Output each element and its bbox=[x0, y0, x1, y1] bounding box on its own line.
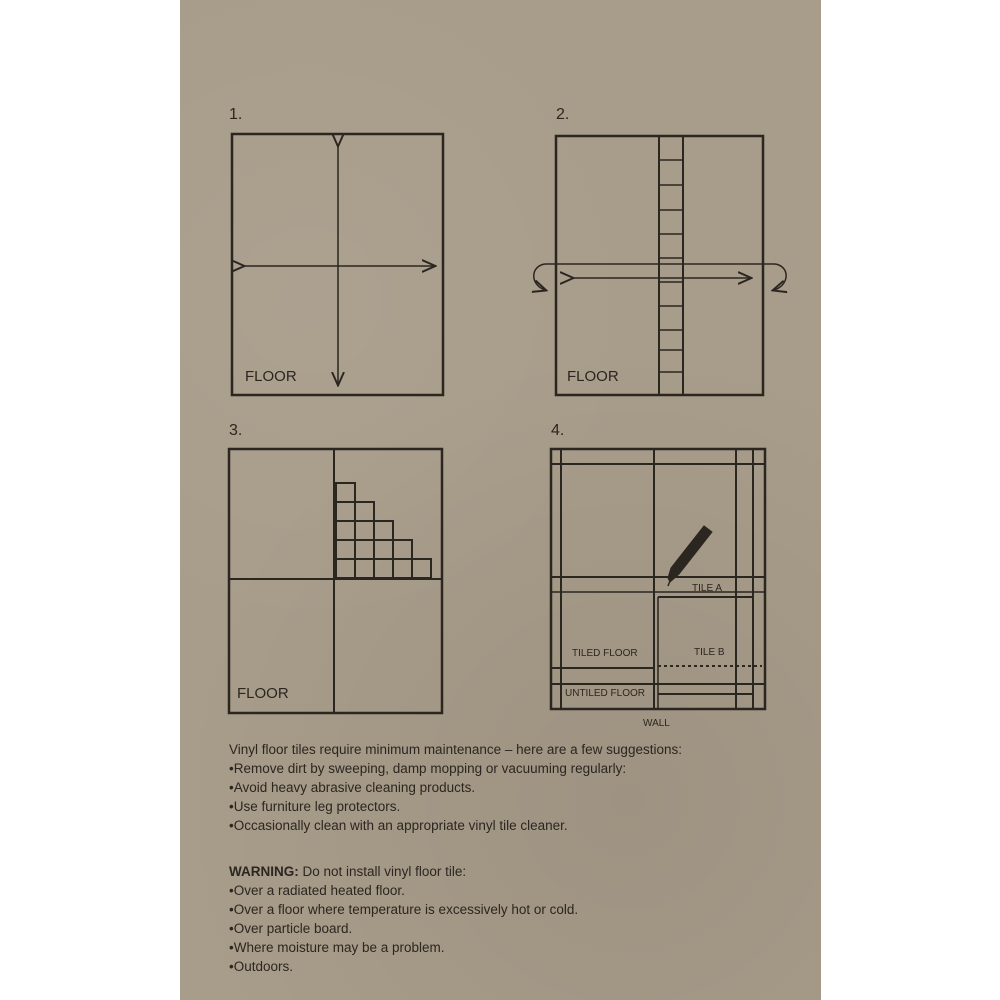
floor-label-2: FLOOR bbox=[567, 368, 619, 385]
diagram-step-2 bbox=[534, 136, 786, 395]
step-number-4: 4. bbox=[551, 422, 565, 439]
floor-label-3: FLOOR bbox=[237, 685, 289, 702]
wall-label: WALL bbox=[643, 718, 670, 729]
maintenance-item: •Remove dirt by sweeping, damp mopping or vacuuming regularly: bbox=[229, 761, 627, 776]
floor-label-1: FLOOR bbox=[245, 368, 297, 385]
maintenance-item: •Occasionally clean with an appropriate vinyl tile cleaner. bbox=[229, 818, 568, 833]
maintenance-item: •Avoid heavy abrasive cleaning products. bbox=[229, 780, 476, 795]
tile-b-label: TILE B bbox=[694, 647, 725, 658]
warning-item: •Over a floor where temperature is excessively hot or cold. bbox=[229, 902, 579, 917]
warning-item: •Over a radiated heated floor. bbox=[229, 883, 405, 898]
warning-section bbox=[229, 862, 578, 976]
diagram-step-3 bbox=[229, 449, 442, 713]
diagram-step-4 bbox=[551, 449, 765, 709]
tile-a-label: TILE A bbox=[692, 583, 723, 594]
maintenance-intro: Vinyl floor tiles require minimum maintenance – here are a few suggestions: bbox=[229, 742, 682, 757]
step-number-3: 3. bbox=[229, 422, 243, 439]
warning-item: •Over particle board. bbox=[229, 921, 353, 936]
warning-label: WARNING: bbox=[229, 864, 299, 879]
step-number-1: 1. bbox=[229, 106, 243, 123]
warning-item: •Outdoors. bbox=[229, 959, 294, 974]
maintenance-item: •Use furniture leg protectors. bbox=[229, 799, 401, 814]
untiled-floor-label: UNTILED FLOOR bbox=[565, 688, 646, 699]
tiled-floor-label: TILED FLOOR bbox=[572, 648, 638, 659]
diagram-step-1 bbox=[232, 134, 443, 395]
warning-text: Do not install vinyl floor tile: bbox=[302, 864, 467, 879]
step-number-2: 2. bbox=[556, 106, 570, 123]
warning-item: •Where moisture may be a problem. bbox=[229, 940, 445, 955]
maintenance-section bbox=[229, 740, 682, 835]
